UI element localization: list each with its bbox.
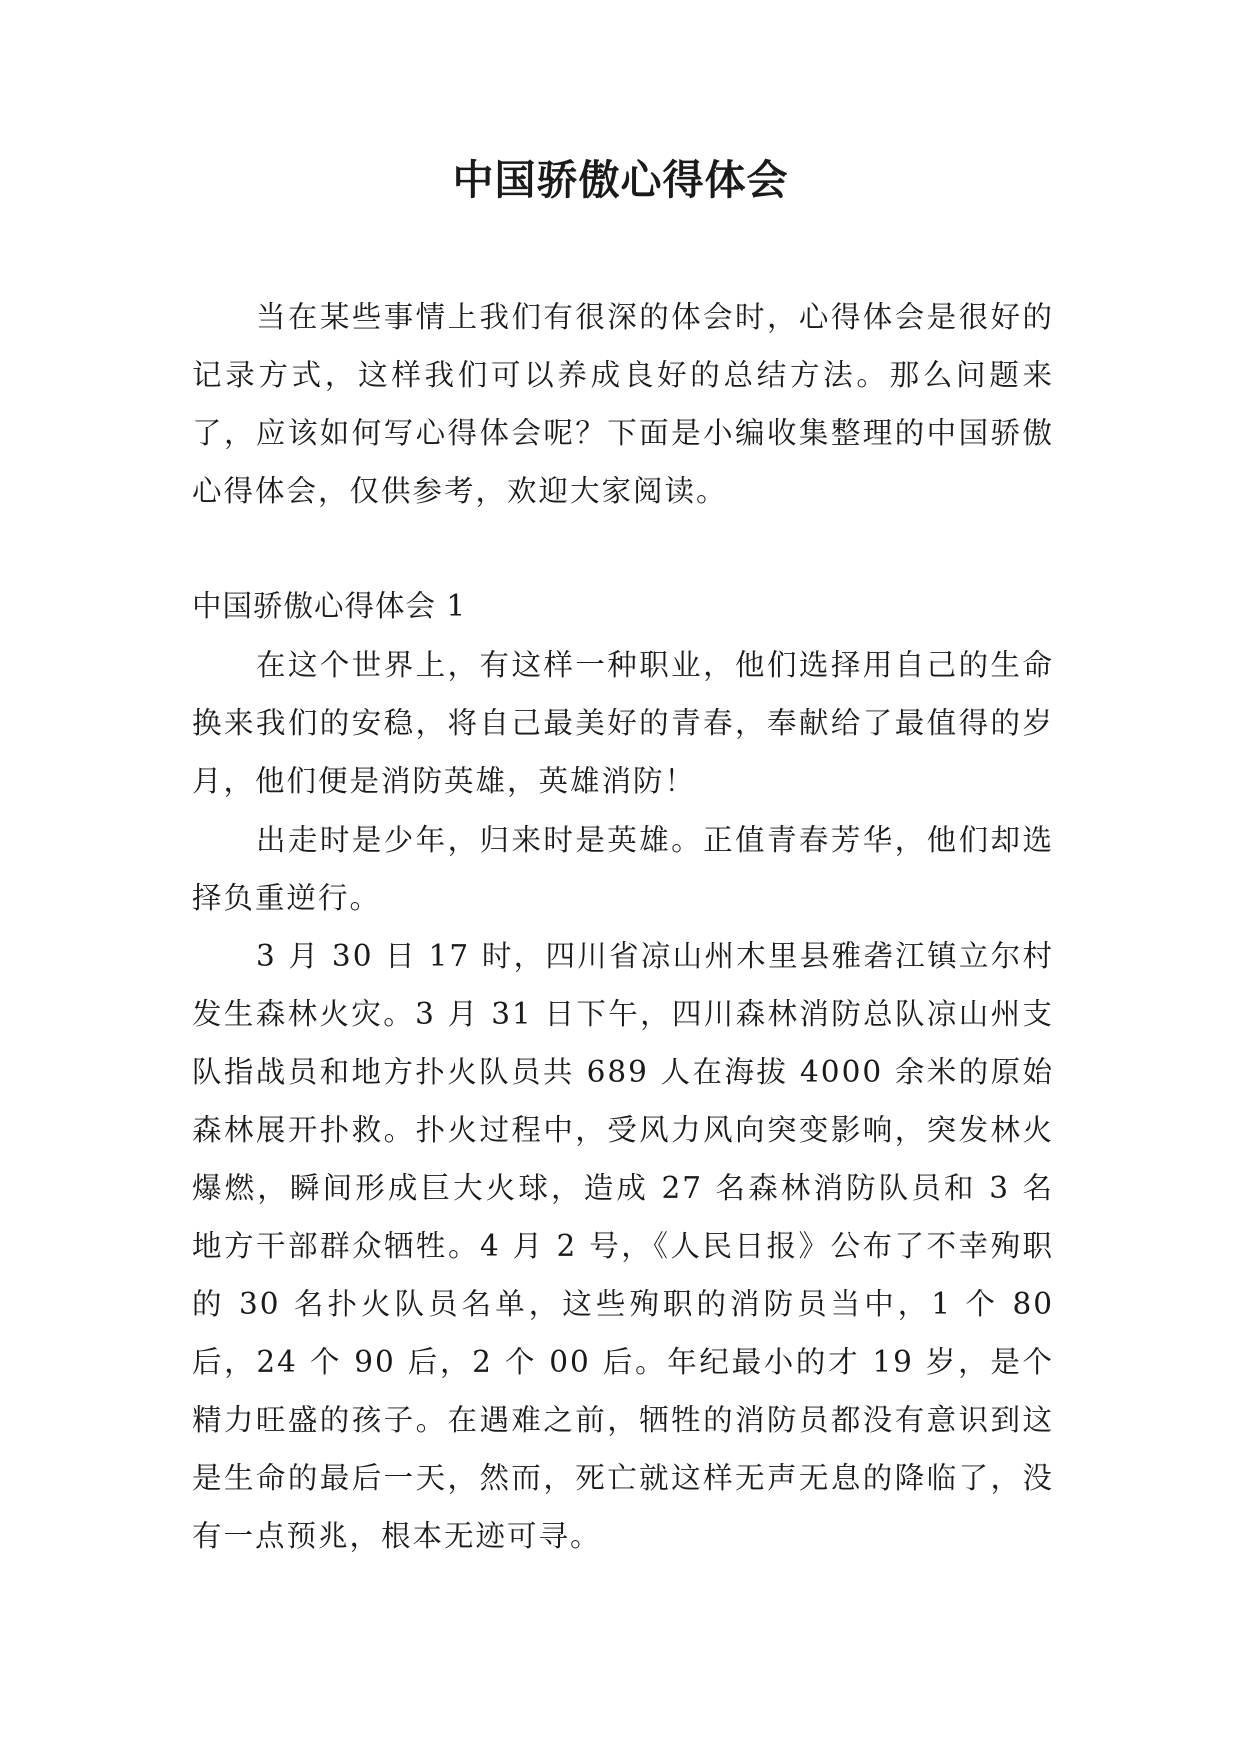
body-paragraph: 出走时是少年，归来时是英雄。正值青春芳华，他们却选择负重逆行。 <box>192 823 1054 915</box>
intro-paragraph: 当在某些事情上我们有很深的体会时，心得体会是很好的记录方式，这样我们可以养成良好的总结方法。那么问题来了，应该如何写心得体会呢？下面是小编收集整理的中国骄傲心得体会，仅供参考，欢迎大家阅读。 <box>192 300 1054 508</box>
document-title: 中国骄傲心得体会 <box>452 156 789 204</box>
section-heading: 中国骄傲心得体会 1 <box>192 589 467 623</box>
body-paragraph: 在这个世界上，有这样一种职业，他们选择用自己的生命换来我们的安稳，将自己最美好的青春，奉献给了最值得的岁月，他们便是消防英雄，英雄消防！ <box>192 648 1054 798</box>
body-paragraph: 3 月 30 日 17 时，四川省凉山州木里县雅砻江镇立尔村发生森林火灾。3 月 31 日下午，四川森林消防总队凉山州支队指战员和地方扑火队员共 689 人在海拔 4000 余米的原始森林展开扑救。扑火过程中，受风力风向突变影响，突发林火爆燃，瞬间形成巨大火球，造成 27 名森林消防队员和 3 名地方干部群众牺牲。4 月 2 号，《人民日报》公布了不幸殉职的 30 名扑火队员名单，这些殉职的消防员当中，1 个 80 后，24 个 90 后，2 个 00 后。年纪最小的才 19 岁，是个精力旺盛的孩子。在遇难之前，牺牲的消防员都没有意识到这是生命的最后一天，然而，死亡就这样无声无息的降临了，没有一点预兆，根本无迹可寻。 <box>192 939 1054 1553</box>
